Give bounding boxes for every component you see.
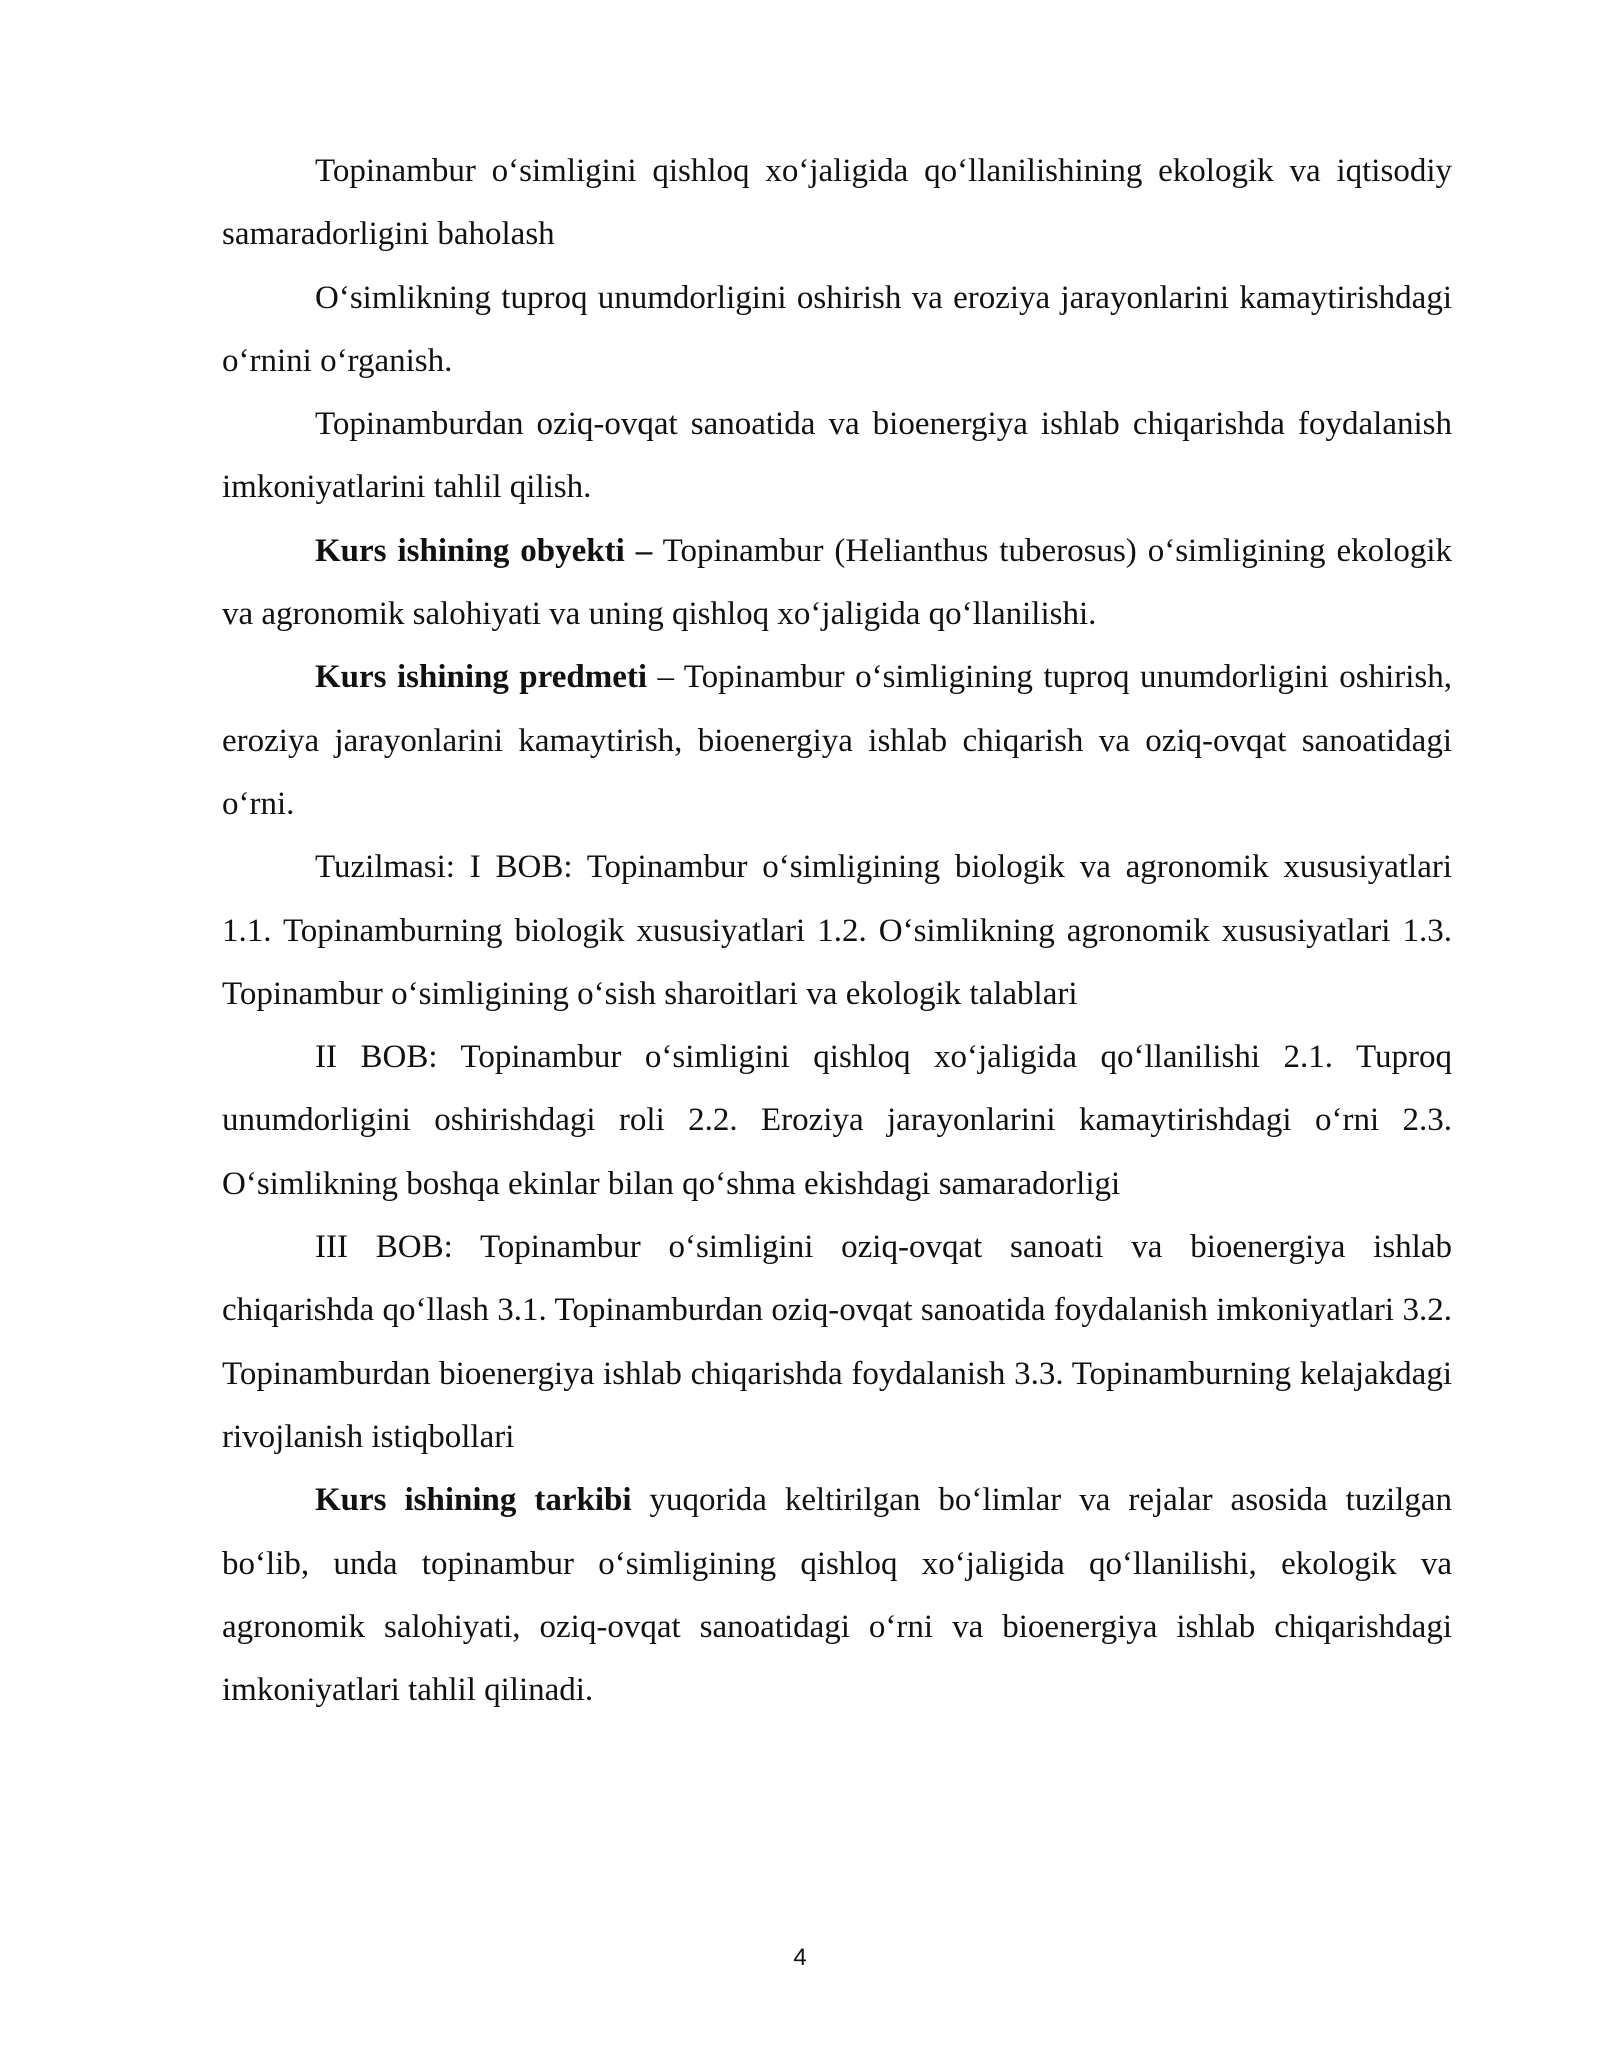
paragraph-research-subject (222, 646, 1452, 836)
paragraph-bold-lead: Kurs ishining predmeti (315, 659, 648, 696)
document-body (222, 140, 1452, 1722)
paragraph-research-object (222, 520, 1452, 647)
paragraph-text: yuqorida keltirilgan bo‘limlar va rejalar asosida tuzilgan bo‘lib, unda topinambur o‘simligining qishloq xo‘jaligida qo‘llanilishi, ekologik va agronomik salohiyati, oziq-ovqat sanoatidagi o‘rni va bioenergiya ishlab chiqarishdagi imkoniyatlari tahlil qilinadi. (222, 1482, 1452, 1709)
paragraph-work-composition (222, 1469, 1452, 1722)
paragraph-text: – Topinambur o‘simligining tuproq unumdorligini oshirish, eroziya jarayonlarini kamaytirish, bioenergiya ishlab chiqarish va oziq-ovqat sanoatidagi o‘rni. (222, 659, 1452, 822)
paragraph-text: O‘simlikning tuproq unumdorligini oshirish va eroziya jarayonlarini kamaytirishdagi o‘rnini o‘rganish. (222, 279, 1452, 379)
paragraph-soil-goal (222, 267, 1452, 394)
paragraph-structure-chapter-2 (222, 1026, 1452, 1216)
paragraph-text: II BOB: Topinambur o‘simligini qishloq xo‘jaligida qo‘llanilishi 2.1. Tuproq unumdorligini oshirishdagi roli 2.2. Eroziya jarayonlarini kamaytirishdagi o‘rni 2.3. O‘simlikning boshqa ekinlar bilan qo‘shma ekishdagi samaradorligi (222, 1039, 1452, 1202)
paragraph-evaluation-goal (222, 140, 1452, 267)
paragraph-structure-chapter-3 (222, 1216, 1452, 1469)
paragraph-text: Topinambur (Helianthus tuberosus) o‘simligining ekologik va agronomik salohiyati va uning qishloq xo‘jaligida qo‘llanilishi. (222, 532, 1452, 633)
page-number: 4 (793, 1944, 807, 1971)
paragraph-text: Tuzilmasi: I BOB: Topinambur o‘simligining biologik va agronomik xususiyatlari 1.1. Topinamburning biologik xususiyatlari 1.2. O‘simlikning agronomik xususiyatlari 1.3. Topinambur o‘simligining o‘sish sharoitlari va ekologik talablari (222, 849, 1452, 1012)
paragraph-text: Topinambur o‘simligini qishloq xo‘jaligida qo‘llanilishining ekologik va iqtisodiy samaradorligini baholash (222, 153, 1452, 253)
paragraph-text: Topinamburdan oziq-ovqat sanoatida va bioenergiya ishlab chiqarishda foydalanish imkoniyatlarini tahlil qilish. (222, 406, 1452, 506)
paragraph-structure-chapter-1 (222, 836, 1452, 1026)
paragraph-text: III BOB: Topinambur o‘simligini oziq-ovqat sanoati va bioenergiya ishlab chiqarishda qo‘llash 3.1. Topinamburdan oziq-ovqat sanoatida foydalanish imkoniyatlari 3.2. Topinamburdan bioenergiya ishlab chiqarishda foydalanish 3.3. Topinamburning kelajakdagi rivojlanish istiqbollari (222, 1229, 1452, 1455)
paragraph-food-energy-goal (222, 393, 1452, 520)
paragraph-bold-lead: Kurs ishining obyekti – (315, 532, 653, 569)
paragraph-bold-lead: Kurs ishining tarkibi (315, 1482, 632, 1519)
